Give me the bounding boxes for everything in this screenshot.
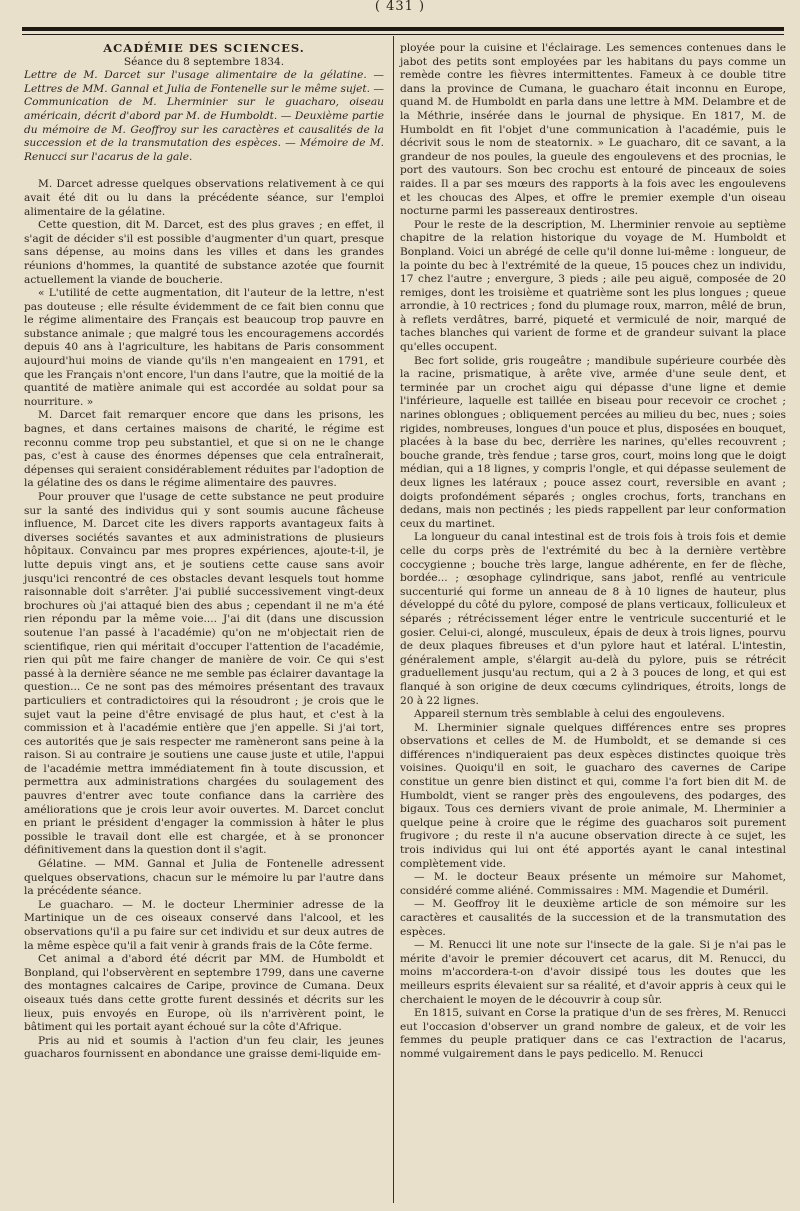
column-separator — [393, 36, 394, 1203]
paragraph: Pour le reste de la description, M. Lherminier renvoie au septième chapitre de la relation historique du voyage de M. Humboldt et Bonpland. Voici un abrégé de celle qu'il donne lui-même : longueur, de la pointe du bec à l'extrémité de la queue, 15 pouces chez un individu, 17 chez l'autre ; envergure, 3 pieds ; aile peu aiguë, composée de 20 remiges, dont les troisième et quatrième sont les plus longues ; queue arrondie, à 10 rectrices ; fond du plumage roux, marron, mêlé de brun, à reflets verdâtres, barré, piqueté et vermiculé de noir, marqué de taches blanches qui varient de forme et de grandeur suivant la place qu'elles occupent. — [400, 218, 786, 354]
paragraph: M. Darcet fait remarquer encore que dans les prisons, les bagnes, et dans certaines maisons de charité, le régime est reconnu comme trop peu substantiel, et que si on ne le change pas, c'est à cause des énormes dépenses que cela entraînerait, dépenses qui seraient considérablement réduites par l'adoption de la gélatine des os dans le régime alimentaire des pauvres. — [24, 409, 384, 490]
paragraph: Cette question, dit M. Darcet, est des plus graves ; en effet, il s'agit de décider s'il est possible d'augmenter d'un quart, presque sans dépense, au moins dans les villes et dans les grandes réunions d'hommes, la quantité de substance azotée que fournit actuellement la viande de boucherie. — [24, 219, 384, 286]
paragraph: ployée pour la cuisine et l'éclairage. Les semences contenues dans le jabot des petits sont employées par les habitans du pays comme un remède contre les fièvres intermittentes. Fameux à ce double titre dans la province de Cumana, le guacharo était inconnu en Europe, quand M. de Humboldt en parla dans une lettre à MM. Delambre et de la Méthrie, insérée dans le journal de physique. En 1817, M. de Humboldt en fit l'objet d'une communication à l'académie, puis le décrivit sous le nom de steatornix. » Le guacharo, dit ce savant, a la grandeur de nos poules, la gueule des engoulevens et des procnias, le port des vautours. Son bec crochu est entouré de pinceaux de soies raides. Il a par ses mœurs des rapports à la fois avec les engoulevens et les choucas des Alpes, et offre le premier exemple d'un oiseau nocturne parmi les passereaux dentirostres. — [400, 42, 786, 218]
paragraph: — M. Renucci lit une note sur l'insecte de la gale. Si je n'ai pas le mérite d'avoir le premier découvert cet acarus, dit M. Renucci, du moins m'accordera-t-on d'avoir dissipé tous les doutes que les meilleurs esprits élevaient sur sa réalité, et d'avoir appris à ceux qui le cherchaient le moyen de le découvrir à coup sûr. — [400, 939, 786, 1006]
paragraph: Le guacharo. — M. le docteur Lherminier adresse de la Martinique un de ces oiseaux conservé dans l'alcool, et les observations qu'il a pu faire sur cet individu et sur deux autres de la même espèce qu'il a fait venir à grands frais de la Côte ferme. — [24, 898, 384, 952]
paragraph: Gélatine. — MM. Gannal et Julia de Fontenelle adressent quelques observations, chacun sur le mémoire lu par l'autre dans la précédente séance. — [24, 858, 384, 898]
paragraph: « L'utilité de cette augmentation, dit l'auteur de la lettre, n'est pas douteuse ; elle résulte évidemment de ce fait bien connu que le régime alimentaire des Français est beaucoup trop pauvre en substance animale ; que malgré tous les encouragemens accordés depuis 40 ans à l'agriculture, les habitans de Paris consomment aujourd'hui moins de viande qu'ils n'en mangeaient en 1791, et que les Français n'ont encore, l'un dans l'autre, que la moitié de la quantité de matière animale qui est accordée au soldat pour sa nourriture. » — [24, 287, 384, 408]
page-number: ( 431 ) — [374, 0, 426, 14]
paragraph: Appareil sternum très semblable à celui des engoulevens. — [414, 708, 725, 721]
header-rule-thin — [22, 34, 784, 35]
section-heading: ACADÉMIE DES SCIENCES. — [103, 41, 305, 55]
header-rule-thick — [22, 27, 784, 31]
paragraph: Cet animal a d'abord été décrit par MM. de Humboldt et Bonpland, qui l'observèrent en septembre 1799, dans une caverne des montagnes calcaires de Caripe, province de Cumana. Deux oiseaux tués dans cette grotte furent dessinés et décrits sur les lieux, puis envoyés en Europe, où ils n'arrivèrent point, le bâtiment qui les portait ayant échoué sur la côte d'Afrique. — [24, 953, 384, 1034]
paragraph: Bec fort solide, gris rougeâtre ; mandibule supérieure courbée dès la racine, prismatique, à arête vive, armée d'une seule dent, et terminée par un crochet aigu qui dépasse d'une ligne et demie l'inférieure, laquelle est taillée en biseau pour recevoir ce crochet ; narines oblongues ; obliquement percées au milieu du bec, nues ; soies rigides, nombreuses, longues d'un pouce et plus, disposées en bouquet, placées à la base du bec, derrière les narines, qu'elles recouvrent ; bouche grande, très fendue ; tarse gros, court, moins long que le doigt médian, qui a 18 lignes, y compris l'ongle, et qui dépasse seulement de deux lignes les latéraux ; pouce assez court, reversible en avant ; doigts profondément séparés ; ongles crochus, forts, tranchans en dedans, mais non pectinés ; les pieds rappellent par leur conformation ceux du martinet. — [400, 354, 786, 530]
session-date: Séance du 8 septembre 1834. — [123, 55, 285, 68]
paragraph: — M. Geoffroy lit le deuxième article de son mémoire sur les caractères et causalités de la succession et de la transmutation des espèces. — [400, 898, 786, 938]
paragraph: La longueur du canal intestinal est de trois fois à trois fois et demie celle du corps près de l'extrémité du bec à la dernière vertèbre coccygienne ; bouche très large, langue adhérente, en fer de flèche, bordée... ; œsophage cylindrique, sans jabot, renflé au ventricule succenturié qui forme un anneau de 8 à 10 lignes de hauteur, plus développé du côté du pylore, composé de plans verticaux, folliculeux et séparés ; rétrécissement léger entre le ventricule succenturié et le gosier. Celui-ci, alongé, musculeux, épais de deux à trois lignes, pourvu de deux plaques fibreuses et d'un pylore haut et latéral. L'intestin, généralement ample, s'élargit au-delà du pylore, puis se rétrécit graduellement jusqu'au rectum, qui a 2 à 3 pouces de long, et qui est flanqué à son origine de deux cœcums cylindriques, étroits, longs de 20 à 22 lignes. — [400, 531, 786, 707]
left-column — [24, 42, 384, 1062]
right-column — [400, 42, 786, 1062]
paragraph: Pour prouver que l'usage de cette substance ne peut produire sur la santé des individus qui y sont soumis aucune fâcheuse influence, M. Darcet cite les divers rapports avantageux faits à diverses sociétés savantes et aux administrations de plusieurs hôpitaux. Convaincu par mes propres expériences, ajoute-t-il, je lutte depuis vingt ans, et je soutiens cette cause sans avoir jusqu'ici rencontré de ces obstacles devant lesquels tout homme raisonnable doit s'arrêter. J'ai publié successivement vingt-deux brochures où j'ai attaqué bien des abus ; cependant il ne m'a été rien répondu par la même voie.... J'ai dit (dans une discussion soutenue l'an passé à l'académie) qu'on ne m'objectait rien de scientifique, rien qui méritait d'occuper l'attention de l'académie, rien qui pût me faire changer de manière de voir. Ce qui s'est passé à la dernière séance ne me semble pas éclairer davantage la question... Ce ne sont pas des mémoires présentant des travaux particuliers et contradictoires qui la résoudront ; je crois que le sujet vaut la peine d'être envisagé de plus haut, et c'est à la commission et à l'académie entière que j'en appelle. Si j'ai tort, ces autorités que je sais respecter me ramèneront sans peine à la raison. Si au contraire je soutiens une cause juste et utile, l'appui de l'académie mettra immédiatement fin à toute discussion, et permettra aux administrations chargées du soulagement des pauvres d'entrer avec toute confiance dans la carrière des améliorations que je crois leur avoir ouvertes. M. Darcet conclut en priant le président d'engager la commission à hâter le plus possible le travail dont elle est chargée, et à se prononcer définitivement dans la question dont il s'agit. — [24, 491, 384, 857]
paragraph: M. Darcet adresse quelques observations relativement à ce qui avait été dit ou lu dans la précédente séance, sur l'emploi alimentaire de la gélatine. — [24, 178, 384, 218]
paragraph: Pris au nid et soumis à l'action d'un feu clair, les jeunes guacharos fournissent en abondance une graisse demi-liquide em- — [24, 1034, 384, 1061]
paragraph: En 1815, suivant en Corse la pratique d'un de ses frères, M. Renucci eut l'occasion d'observer un grand nombre de galeux, et de voir les femmes du peuple pratiquer dans ce cas l'extraction de l'acarus, nommé vulgairement dans le pays pedicello. M. Renucci — [400, 1007, 786, 1060]
session-summary: Lettre de M. Darcet sur l'usage alimentaire de la gélatine. — Lettres de MM. Gannal et Julia de Fontenelle sur le même sujet. — Communication de M. Lherminier sur le guacharo, oiseau américain, décrit d'abord par M. de Humboldt. — Deuxième partie du mémoire de M. Geoffroy sur les caractères et causalités de la succession et de la transmutation des espèces. — Mémoire de M. Renucci sur l'acarus de la gale. — [24, 69, 384, 163]
paragraph: — M. le docteur Beaux présente un mémoire sur Mahomet, considéré comme aliéné. Commissaires : MM. Magendie et Duméril. — [400, 871, 786, 897]
paragraph: M. Lherminier signale quelques différences entre ses propres observations et celles de M. de Humboldt, et se demande si ces différences n'indiqueraient pas deux espèces distinctes quoique très voisines. Quoiqu'il en soit, le guacharo des cavernes de Caripe constitue un genre bien distinct et qui, comme l'a fort bien dit M. de Humboldt, vient se ranger près des engoulevens, des podarges, des bigaux. Tous ces derniers vivant de proie animale, M. Lherminier a quelque peine à croire que le régime des guacharos soit purement frugivore ; du reste il n'a aucune observation directe à ce sujet, les trois individus qui lui ont été apportés ayant le canal intestinal complètement vide. — [400, 721, 786, 870]
